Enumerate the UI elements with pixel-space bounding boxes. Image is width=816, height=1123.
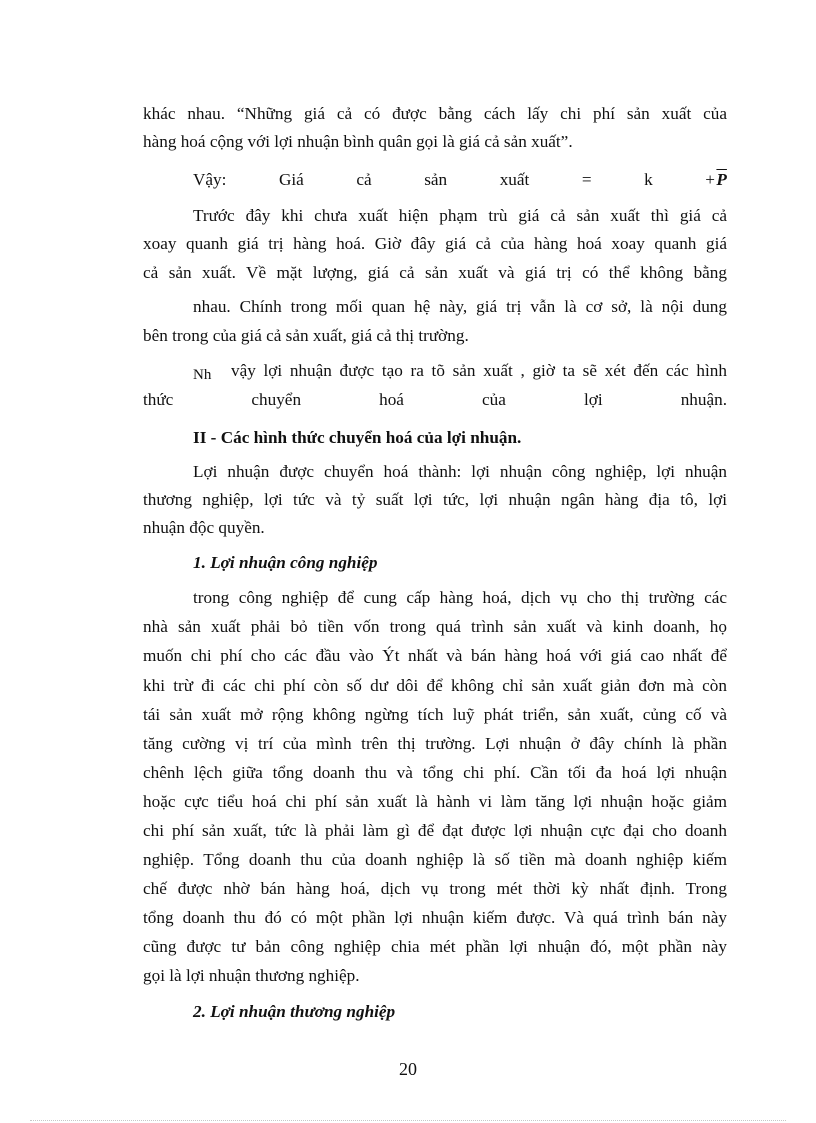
text-line: chế được nhờ bán hàng hoá, dịch vụ trong mét thời kỳ nhất định. Trong (143, 879, 727, 898)
text-line: gọi là lợi nhuận thương nghiệp. (143, 966, 360, 985)
text-line: khác nhau. “Những giá cả có được bằng cách lấy chi phí sản xuất của (143, 104, 727, 123)
formula-word: cả (356, 170, 372, 189)
text-line: xoay quanh giá trị hàng hoá. Giờ đây giá cả của hàng hoá xoay quanh giá (143, 234, 727, 253)
text-line: tái sản xuất mở rộng không ngừng tích luỹ phát triển, sản xuất, củng cố và (143, 705, 727, 724)
text-line: hàng hoá cộng với lợi nhuận bình quân gọi là giá cả sản xuất”. (143, 132, 573, 151)
text-fragment: Nh (193, 367, 212, 383)
text-line: hoặc cực tiểu hoá chi phí sản xuất là hành vi làm tăng lợi nhuận hoặc giảm (143, 792, 727, 811)
subsection-heading: 2. Lợi nhuận thương nghiệp (193, 1002, 396, 1021)
formula-word: Giá (278, 170, 304, 189)
text-line: khi trừ đi các chi phí còn số dư dôi để không chỉ sản xuất giản đơn mà còn (143, 676, 727, 695)
formula-word: sản (424, 170, 448, 189)
section-heading: II - Các hình thức chuyển hoá của lợi nhuận. (193, 428, 522, 447)
formula-line (193, 169, 727, 191)
text-line: vậy lợi nhuận được tạo ra tõ sản xuất , giờ ta sẽ xét đến các hình (231, 361, 727, 380)
plus-sign: + (705, 170, 715, 189)
text-line: thức chuyển hoá của lợi nhuận. (143, 390, 727, 409)
text-line: Lợi nhuận được chuyển hoá thành: lợi nhuận công nghiệp, lợi nhuận (193, 462, 727, 481)
formula-term (705, 169, 727, 191)
text-line: nhau. Chính trong mối quan hệ này, giá trị vẫn là cơ sở, là nội dung (193, 297, 727, 316)
text-line: thương nghiệp, lợi tức và tỷ suất lợi tức, lợi nhuận ngân hàng địa tô, lợi (143, 490, 727, 509)
text-line: nhà sản xuất phải bỏ tiền vốn trong quá trình sản xuất và kinh doanh, họ (143, 617, 727, 636)
text-line: Trước đây khi chưa xuất hiện phạm trù giá cả sản xuất thì giá cả (193, 206, 727, 225)
text-line: cả sản xuất. Về mặt lượng, giá cả sản xuất và giá trị có thể không bằng (143, 263, 727, 282)
text-line: tăng cường vị trí của mình trên thị trường. Lợi nhuận ở đây chính là phần (143, 734, 727, 753)
text-line: nghiệp. Tổng doanh thu của doanh nghiệp là số tiền mà doanh nghiệp kiếm (143, 850, 727, 869)
text-line: muốn chi phí cho các đầu vào Ýt nhất và bán hàng hoá với giá cao nhất để (143, 646, 727, 665)
text-line: nhuận độc quyền. (143, 518, 265, 537)
text-line: chênh lệch giữa tổng doanh thu và tổng chi phí. Cần tối đa hoá lợi nhuận (143, 763, 727, 782)
page-number: 20 (399, 1059, 417, 1079)
formula-word: Vậy: (193, 170, 227, 189)
text-line: trong công nghiệp để cung cấp hàng hoá, dịch vụ cho thị trường các (193, 588, 727, 607)
formula-word: = (581, 170, 592, 189)
text-line: bên trong của giá cả sản xuất, giá cả thị trường. (143, 326, 469, 345)
formula-word: xuất (499, 170, 530, 189)
footer-divider (30, 1120, 786, 1121)
subsection-heading: 1. Lợi nhuận công nghiệp (193, 553, 378, 572)
text-line: chi phí sản xuất, tức là phải làm gì để đạt được lợi nhuận cực đại cho doanh (143, 821, 727, 840)
text-line: cũng được tư bản công nghiệp chia mét phần lợi nhuận đó, một phần này (143, 937, 727, 956)
text-line: tổng doanh thu đó có một phần lợi nhuận kiếm được. Và quá trình bán này (143, 908, 727, 927)
formula-word: k (644, 170, 653, 189)
average-profit-symbol: $\overline{P}$ (716, 170, 727, 189)
